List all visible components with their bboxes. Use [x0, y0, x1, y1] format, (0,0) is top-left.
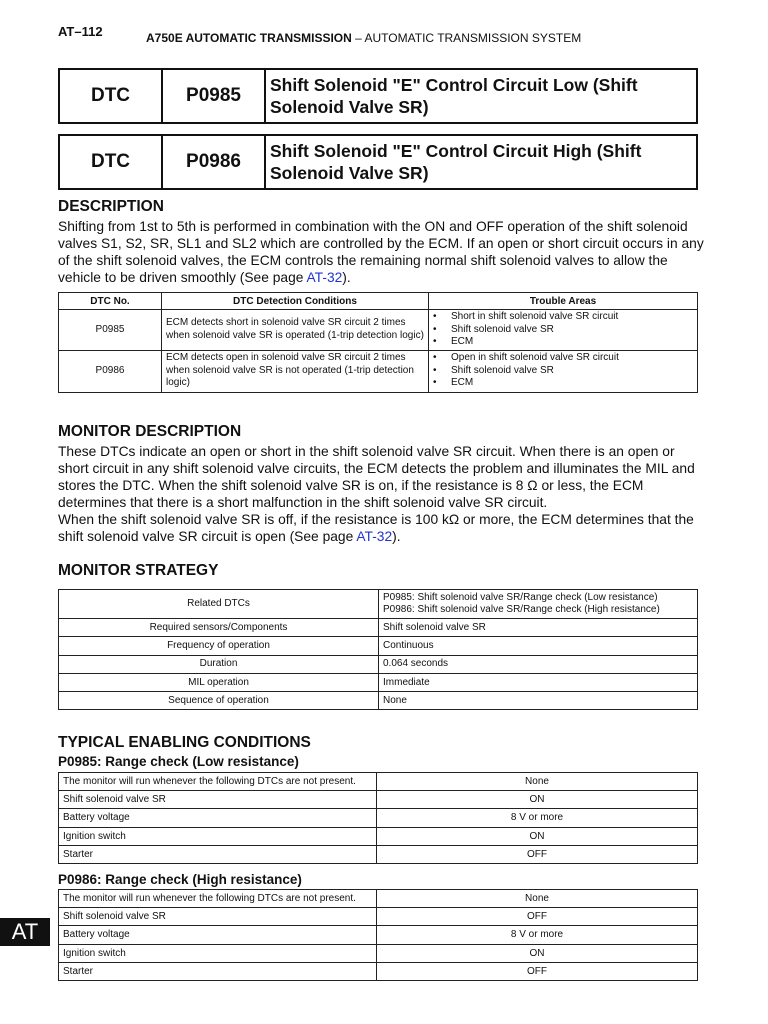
- strategy-value: Shift solenoid valve SR: [379, 619, 698, 637]
- strategy-key: Frequency of operation: [59, 637, 379, 655]
- table-row: [59, 944, 698, 962]
- dtc-code-cell: P0985: [59, 310, 162, 351]
- link-at-32[interactable]: AT-32: [306, 270, 343, 285]
- list-item: • ECM: [433, 377, 697, 390]
- strategy-value: Continuous: [379, 637, 698, 655]
- condition-key: Ignition switch: [59, 944, 377, 962]
- table-row: [59, 962, 698, 980]
- dtc-detection-table: [58, 292, 698, 393]
- table-row: [59, 619, 698, 637]
- condition-key: Starter: [59, 962, 377, 980]
- table-row: [59, 655, 698, 673]
- condition-value: 8 V or more: [377, 926, 698, 944]
- description-text: [58, 218, 708, 286]
- table-row: [59, 827, 698, 845]
- col-header-dtc-no: DTC No.: [59, 293, 162, 310]
- low-resistance-table: [58, 772, 698, 864]
- description-heading: DESCRIPTION: [58, 198, 164, 215]
- areas-cell: [429, 350, 698, 392]
- dtc-title: Shift Solenoid "E" Control Circuit High (Shift Solenoid Valve SR): [265, 135, 697, 189]
- high-resistance-table: [58, 889, 698, 981]
- link-at-32[interactable]: AT-32: [356, 529, 393, 544]
- condition-cell: ECM detects open in solenoid valve SR circuit 2 times when solenoid valve SR is not operated (1-trip detection logic): [162, 350, 429, 392]
- dtc-label: DTC: [59, 69, 162, 123]
- page-number: AT–112: [58, 24, 103, 39]
- page-header-title: [146, 31, 581, 45]
- dtc-code: P0985: [162, 69, 265, 123]
- condition-value: ON: [377, 827, 698, 845]
- list-item: • ECM: [433, 336, 697, 349]
- dtc-title: Shift Solenoid "E" Control Circuit Low (Shift Solenoid Valve SR): [265, 69, 697, 123]
- table-row: [59, 637, 698, 655]
- monitor-description-end: ).: [392, 529, 401, 544]
- strategy-value: [379, 590, 698, 619]
- dtc-code-cell: P0986: [59, 350, 162, 392]
- table-row: [59, 845, 698, 863]
- list-item: • Shift solenoid valve SR: [433, 365, 697, 378]
- table-row: [59, 791, 698, 809]
- header-title-bold: A750E AUTOMATIC TRANSMISSION: [146, 31, 352, 45]
- condition-key: Battery voltage: [59, 809, 377, 827]
- strategy-key: Sequence of operation: [59, 692, 379, 710]
- table-row: [59, 350, 698, 392]
- dtc-code: P0986: [162, 135, 265, 189]
- low-resistance-heading: P0985: Range check (Low resistance): [58, 754, 299, 769]
- dtc-box-p0986: [58, 134, 698, 190]
- condition-key: The monitor will run whenever the following DTCs are not present.: [59, 890, 377, 908]
- section-tab-at: AT: [0, 918, 50, 946]
- condition-key: Starter: [59, 845, 377, 863]
- areas-cell: [429, 310, 698, 351]
- strategy-value: 0.064 seconds: [379, 655, 698, 673]
- monitor-description-heading: MONITOR DESCRIPTION: [58, 423, 242, 440]
- condition-key: Battery voltage: [59, 926, 377, 944]
- description-end: ).: [342, 270, 351, 285]
- strategy-key: Duration: [59, 655, 379, 673]
- condition-value: OFF: [377, 845, 698, 863]
- condition-value: OFF: [377, 962, 698, 980]
- list-item: • Short in shift solenoid valve SR circuit: [433, 311, 697, 324]
- high-resistance-heading: P0986: Range check (High resistance): [58, 872, 302, 887]
- enabling-conditions-heading: TYPICAL ENABLING CONDITIONS: [58, 734, 311, 751]
- monitor-description-body: When the shift solenoid valve SR is off, if the resistance is 100 kΩ or more, the ECM determines that the shift solenoid valve SR circuit is open (See page: [58, 512, 694, 544]
- condition-value: ON: [377, 944, 698, 962]
- table-row: [59, 590, 698, 619]
- table-row: [59, 673, 698, 691]
- condition-key: The monitor will run whenever the following DTCs are not present.: [59, 773, 377, 791]
- strategy-value: None: [379, 692, 698, 710]
- condition-key: Shift solenoid valve SR: [59, 791, 377, 809]
- list-item: • Open in shift solenoid valve SR circuit: [433, 352, 697, 365]
- header-title-separator: –: [355, 31, 362, 45]
- table-row: [59, 908, 698, 926]
- strategy-key: Required sensors/Components: [59, 619, 379, 637]
- table-row: [59, 809, 698, 827]
- condition-value: None: [377, 773, 698, 791]
- monitor-description-para-1: These DTCs indicate an open or short in the shift solenoid valve SR circuit. When there is an open or short circuit in any shift solenoid valve circuits, the ECM detects the problem and illuminates the MIL and stores the DTC. When the shift solenoid valve SR is on, if the resistance is 8 Ω or less, the ECM determines that there is a short malfunction in the shift solenoid valve SR circuit.: [58, 444, 695, 510]
- strategy-value: Immediate: [379, 673, 698, 691]
- list-item: • Shift solenoid valve SR: [433, 324, 697, 337]
- condition-value: None: [377, 890, 698, 908]
- table-row: [59, 692, 698, 710]
- col-header-trouble-areas: Trouble Areas: [429, 293, 698, 310]
- table-row: [59, 310, 698, 351]
- monitor-strategy-table: [58, 589, 698, 710]
- condition-cell: ECM detects short in solenoid valve SR circuit 2 times when solenoid valve SR is operated (1-trip detection logic): [162, 310, 429, 351]
- monitor-strategy-heading: MONITOR STRATEGY: [58, 562, 219, 579]
- condition-key: Ignition switch: [59, 827, 377, 845]
- dtc-label: DTC: [59, 135, 162, 189]
- strategy-key: MIL operation: [59, 673, 379, 691]
- condition-value: 8 V or more: [377, 809, 698, 827]
- related-dtc-p0985: P0985: Shift solenoid valve SR/Range check (Low resistance): [383, 592, 658, 603]
- table-row: [59, 926, 698, 944]
- condition-value: OFF: [377, 908, 698, 926]
- related-dtc-p0986: P0986: Shift solenoid valve SR/Range check (High resistance): [383, 604, 660, 615]
- condition-value: ON: [377, 791, 698, 809]
- condition-key: Shift solenoid valve SR: [59, 908, 377, 926]
- table-row: [59, 773, 698, 791]
- header-title-rest: AUTOMATIC TRANSMISSION SYSTEM: [364, 31, 582, 45]
- monitor-description-para-2: [58, 511, 708, 545]
- description-body: Shifting from 1st to 5th is performed in combination with the ON and OFF operation of the shift solenoid valves S1, S2, SR, SL1 and SL2 which are controlled by the ECM. If an open or short circuit occurs in any of the shift solenoid valves, the ECM controls the remaining normal shift solenoid valves to allow the vehicle to be driven smoothly (See page: [58, 219, 704, 285]
- col-header-conditions: DTC Detection Conditions: [162, 293, 429, 310]
- table-row: [59, 890, 698, 908]
- monitor-description-text: [58, 443, 708, 545]
- dtc-box-p0985: [58, 68, 698, 124]
- strategy-key: Related DTCs: [59, 590, 379, 619]
